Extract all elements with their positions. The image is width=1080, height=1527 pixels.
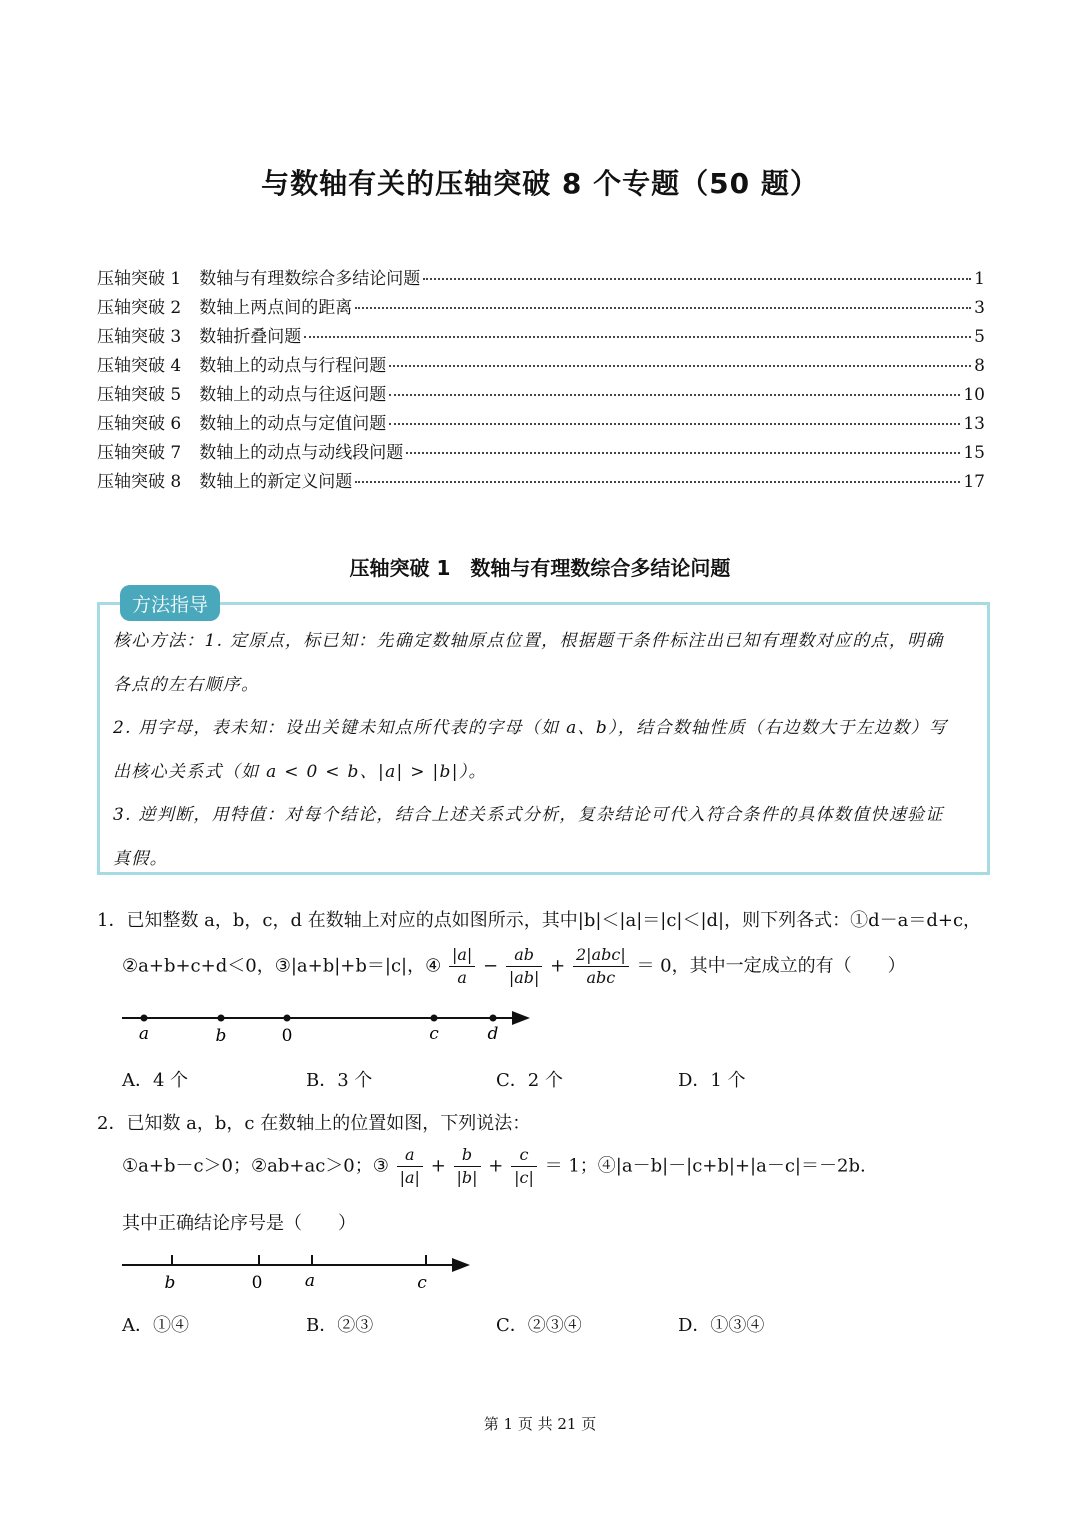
q2-operator: +: [488, 1155, 504, 1177]
toc-entry-label: 压轴突破 7: [97, 443, 182, 463]
method-line: 真假。: [113, 848, 168, 869]
point-origin: [284, 1015, 291, 1022]
q2-fraction-2: $\frac{b}{|b|}$: [454, 1144, 481, 1189]
q2-tail: ＝ 1；④|a－b|－|c+b|+|a－c|＝－2b.: [544, 1155, 866, 1177]
method-line: 核心方法：1. 定原点，标已知：先确定数轴原点位置，根据题干条件标注出已知有理数对应的点，明确: [113, 631, 944, 651]
toc-entry[interactable]: [97, 380, 985, 409]
toc-entry-title: 数轴上的动点与动线段问题: [199, 443, 404, 463]
toc-entry-page: 17: [963, 472, 985, 492]
q2-stem-line1: 2．已知数 a，b，c 在数轴上的位置如图，下列说法：: [97, 1113, 531, 1134]
toc-entry-page: 3: [974, 298, 985, 318]
method-line: 出核心关系式（如 a < 0 < b、|a| > |b|）。: [113, 761, 487, 782]
q1-option-a: A．4 个: [122, 1070, 189, 1091]
toc-leader-dots: [423, 278, 971, 280]
q1-operator: +: [550, 955, 566, 977]
toc-entry-label: 压轴突破 4: [97, 356, 182, 376]
toc-entry-page: 8: [974, 356, 985, 376]
toc-entry-label: 压轴突破 8: [97, 472, 182, 492]
toc-entry-label: 压轴突破 6: [97, 414, 182, 434]
q1-option-d: D．1 个: [678, 1070, 746, 1091]
axis-arrow: [452, 1258, 470, 1272]
method-line: 2. 用字母，表未知：设出关键未知点所代表的字母（如 a、b），结合数轴性质（右边数大于左边数）写: [113, 718, 948, 738]
section-title: 压轴突破 1 数轴与有理数综合多结论问题: [349, 556, 731, 580]
toc-entry-page: 5: [974, 327, 985, 347]
point-c: [431, 1015, 438, 1022]
q2-option-b: B．②③: [306, 1315, 374, 1336]
toc-entry[interactable]: [97, 264, 985, 293]
method-guide-text: [113, 620, 979, 881]
q2-option-c: C．②③④: [496, 1315, 582, 1336]
q1-operator: −: [483, 955, 499, 977]
toc-entry[interactable]: [97, 351, 985, 380]
q1-number-line: [120, 1005, 540, 1050]
q2-number-line: [120, 1250, 480, 1295]
toc-entry-label: 压轴突破 5: [97, 385, 182, 405]
q1-stem-line1: 1．已知整数 a，b，c，d 在数轴上对应的点如图所示，其中|b|＜|a|＝|c|＜|d|，则下列各式：①d－a＝d+c，: [97, 910, 982, 931]
toc-leader-dots: [389, 394, 960, 396]
label-b: b: [215, 1026, 227, 1046]
page-footer: 第 1 页 共 21 页: [483, 1415, 597, 1433]
toc-leader-dots: [389, 423, 960, 425]
label-c: c: [429, 1024, 439, 1044]
method-guide-tab: 方法指导: [120, 585, 220, 621]
method-line: 各点的左右顺序。: [113, 674, 260, 695]
q2-option-a: A．①④: [122, 1315, 189, 1336]
toc-entry[interactable]: [97, 438, 985, 467]
toc-entry-page: 15: [963, 443, 985, 463]
toc-entry-title: 数轴上的动点与行程问题: [199, 356, 387, 376]
q1-option-b: B．3 个: [306, 1070, 373, 1091]
toc-leader-dots: [389, 365, 971, 367]
toc-entry-page: 10: [963, 385, 985, 405]
toc-entry-title: 数轴折叠问题: [199, 327, 302, 347]
q2-fraction-1: $\frac{a}{|a|}$: [397, 1144, 423, 1189]
toc-leader-dots: [304, 336, 971, 338]
toc-entry[interactable]: [97, 409, 985, 438]
toc-entry-page: 13: [963, 414, 985, 434]
toc-entry-label: 压轴突破 1: [97, 269, 182, 289]
label-origin: 0: [281, 1026, 293, 1046]
label-d: d: [487, 1024, 499, 1044]
q1-tail: ＝ 0，其中一定成立的有（ ）: [636, 955, 906, 977]
label-b: b: [164, 1273, 176, 1293]
point-a: [141, 1015, 148, 1022]
q1-fraction-2: $\frac{ab}{|ab|}$: [506, 944, 543, 989]
point-d: [490, 1015, 497, 1022]
toc-leader-dots: [355, 481, 960, 483]
q1-fraction-1: $\frac{|a|}{a}$: [449, 944, 475, 989]
toc-entry-page: 1: [974, 269, 985, 289]
toc-leader-dots: [406, 452, 960, 454]
label-origin: 0: [251, 1273, 263, 1293]
toc-entry-title: 数轴上两点间的距离: [199, 298, 353, 318]
q1-option-c: C．2 个: [496, 1070, 563, 1091]
q2-stem-line2: [122, 1144, 866, 1189]
label-c: c: [417, 1273, 427, 1293]
axis-arrow: [512, 1011, 530, 1025]
q2-stem-line3: 其中正确结论序号是（ ）: [122, 1213, 356, 1234]
toc-entry-label: 压轴突破 2: [97, 298, 182, 318]
toc-entry[interactable]: [97, 293, 985, 322]
q2-fraction-3: $\frac{c}{|c|}$: [511, 1144, 537, 1189]
toc-entry[interactable]: [97, 322, 985, 351]
toc-entry-title: 数轴上的新定义问题: [199, 472, 353, 492]
toc-entry-title: 数轴上的动点与往返问题: [199, 385, 387, 405]
q1-fraction-3: $\frac{\text{2|abc|}}{\text{abc}}$: [573, 944, 629, 989]
point-b: [218, 1015, 225, 1022]
q2-operator: +: [430, 1155, 446, 1177]
label-a: a: [304, 1271, 316, 1291]
table-of-contents: [97, 264, 985, 496]
q1-stem-line2: [122, 944, 906, 989]
toc-entry-title: 数轴与有理数综合多结论问题: [199, 269, 421, 289]
toc-entry-label: 压轴突破 3: [97, 327, 182, 347]
q1-conditions: ②a+b+c+d＜0，③|a+b|+b＝|c|，④: [122, 955, 442, 977]
toc-entry[interactable]: [97, 467, 985, 496]
label-a: a: [138, 1024, 150, 1044]
toc-leader-dots: [355, 307, 971, 309]
q2-option-d: D．①③④: [678, 1315, 765, 1336]
q2-conditions: ①a+b－c＞0；②ab+ac＞0；③: [122, 1155, 389, 1177]
method-line: 3. 逆判断，用特值：对每个结论，结合上述关系式分析，复杂结论可代入符合条件的具体数值快速验证: [113, 805, 944, 825]
document-title: 与数轴有关的压轴突破 8 个专题（50 题）: [261, 167, 819, 200]
toc-entry-title: 数轴上的动点与定值问题: [199, 414, 387, 434]
